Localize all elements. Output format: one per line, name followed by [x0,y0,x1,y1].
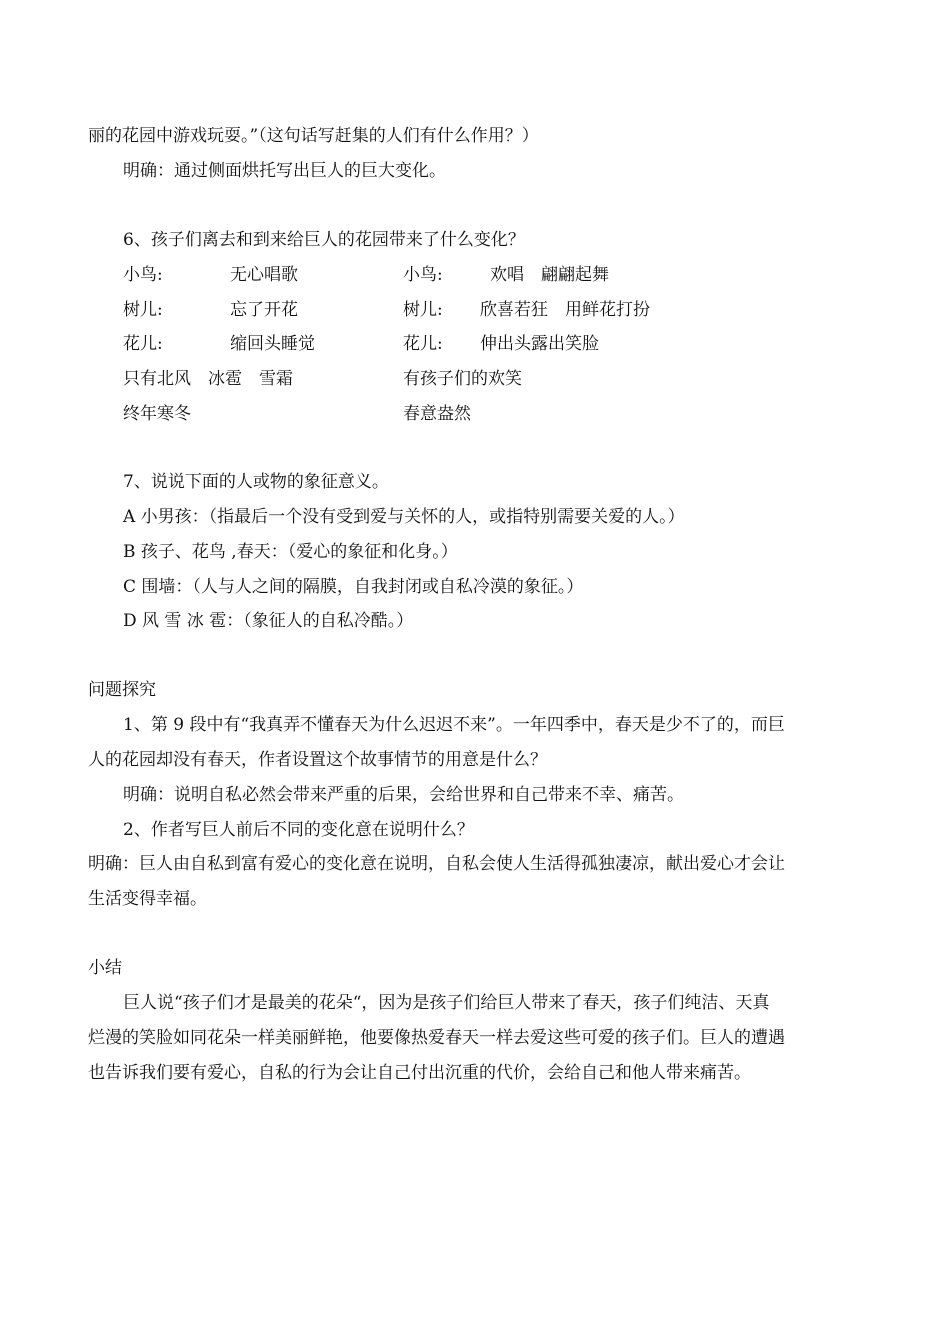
inquiry-q1-line1: 1、第 9 段中有“我真弄不懂春天为什么迟迟不来”。一年四季中，春天是少不了的，而巨 [123,715,785,735]
q6-right-label-bird: 小鸟: [403,265,443,285]
q6-left-season: 终年寒冬 [123,404,191,424]
q5-answer: 明确：通过侧面烘托写出巨人的巨大变化。 [123,161,446,181]
q7-question: 7、说说下面的人或物的象征意义。 [123,472,389,492]
q7-item-b: B 孩子、花鸟 ,春天：（爱心的象征和化身。） [123,542,458,562]
inquiry-a2-line1: 明确：巨人由自私到富有爱心的变化意在说明，自私会使人生活得孤独凄凉，献出爱心才会让 [88,854,785,874]
inquiry-q1-line2: 人的花园却没有春天，作者设置这个故事情节的用意是什么？ [88,750,547,770]
q6-question: 6、孩子们离去和到来给巨人的花园带来了什么变化？ [123,230,525,250]
q6-left-label-bird: 小鸟: [123,265,163,285]
inquiry-a1: 明确：说明自私必然会带来严重的后果，会给世界和自己带来不幸、痛苦。 [123,785,684,805]
q6-right-text-flower: 伸出头露出笑脸 [480,334,599,354]
q7-item-c: C 围墙：（人与人之间的隔膜，自我封闭或自私冷漠的象征。） [123,577,584,597]
summary-heading: 小结 [88,958,122,978]
q6-left-text-flower: 缩回头睡觉 [230,334,315,354]
q6-left-text-bird: 无心唱歌 [230,265,298,285]
q6-right-label-tree: 树儿: [403,300,443,320]
q6-left-label-flower: 花儿: [123,334,163,354]
q7-item-a: A 小男孩：（指最后一个没有受到爱与关怀的人，或指特别需要关爱的人。） [123,507,685,527]
q6-left-weather: 只有北风 冰雹 雪霜 [123,369,293,389]
summary-line3: 也告诉我们要有爱心，自私的行为会让自己付出沉重的代价，会给自己和他人带来痛苦。 [88,1063,751,1083]
q7-item-d: D 风 雪 冰 雹：（象征人的自私冷酷。） [123,611,414,631]
summary-line2: 烂漫的笑脸如同花朵一样美丽鲜艳，他要像热爱春天一样去爱这些可爱的孩子们。巨人的遭遇 [88,1028,785,1048]
q6-left-label-tree: 树儿: [123,300,163,320]
inquiry-heading: 问题探究 [88,680,156,700]
inquiry-q2: 2、作者写巨人前后不同的变化意在说明什么？ [123,820,474,840]
inquiry-a2-line2: 生活变得幸福。 [88,889,207,909]
q6-right-text-tree: 欣喜若狂 用鲜花打扮 [480,300,650,320]
summary-line1: 巨人说“孩子们才是最美的花朵“，因为是孩子们给巨人带来了春天，孩子们纯洁、天真 [123,993,770,1013]
q6-right-weather: 有孩子们的欢笑 [403,369,522,389]
q6-right-text-bird: 欢唱 翩翩起舞 [490,265,609,285]
q5-question-tail: 丽的花园中游戏玩耍。”（这句话写赶集的人们有什么作用？） [88,126,539,146]
q6-right-season: 春意盎然 [403,404,471,424]
q6-right-label-flower: 花儿: [403,334,443,354]
q6-left-text-tree: 忘了开花 [230,300,298,320]
